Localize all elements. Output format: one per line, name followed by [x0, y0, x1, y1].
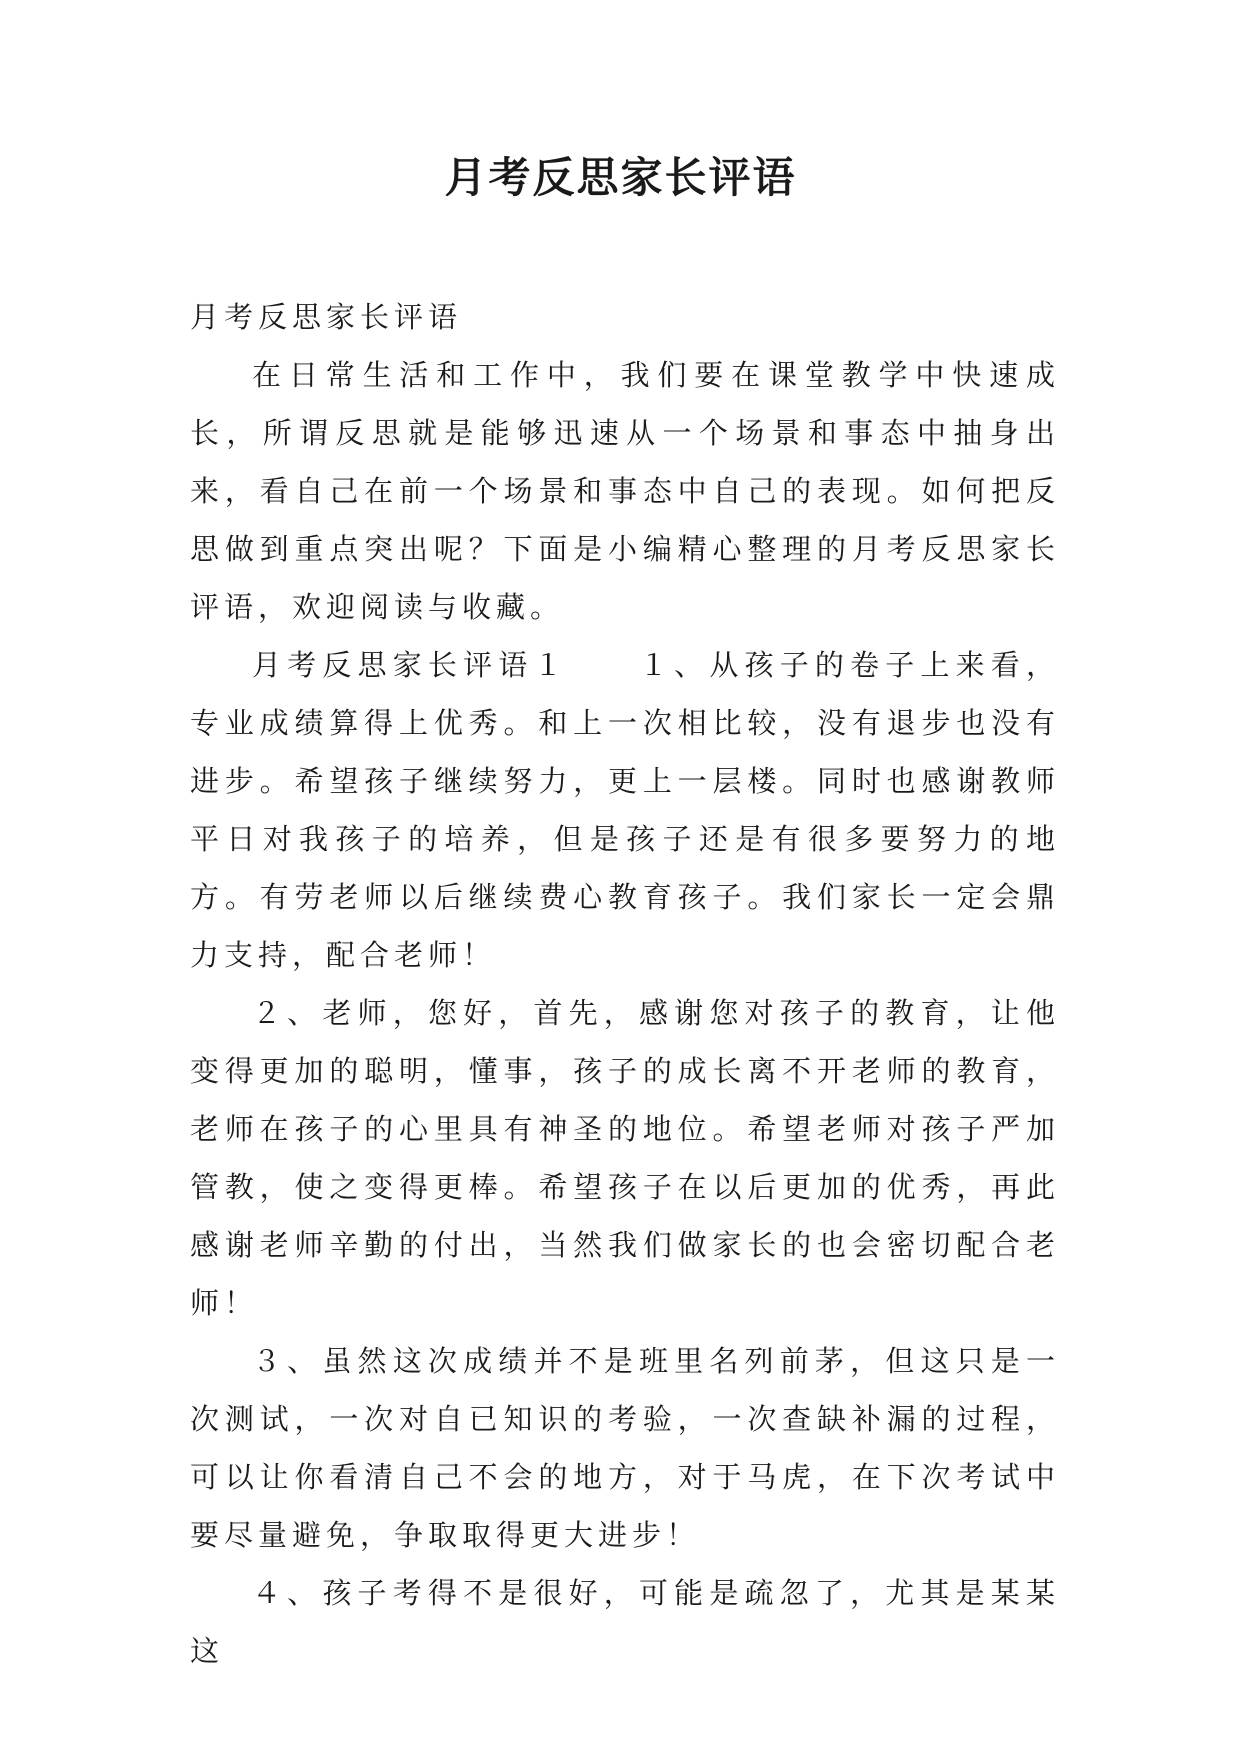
paragraph-intro: 在日常生活和工作中，我们要在课堂教学中快速成长，所谓反思就是能够迅速从一个场景和事态中抽身出来，看自己在前一个场景和事态中自己的表现。如何把反思做到重点突出呢？下面是小编精心整理的月考反思家长评语，欢迎阅读与收藏。 — [190, 358, 1060, 624]
document-title: 月考反思家长评语 — [444, 153, 797, 202]
paragraph-comment-3: ３、虽然这次成绩并不是班里名列前茅，但这只是一次测试，一次对自已知识的考验，一次查缺补漏的过程，可以让你看清自己不会的地方，对于马虎，在下次考试中要尽量避免，争取取得更大进步！ — [190, 1344, 1060, 1552]
paragraph-comment-1: 月考反思家长评语１ １、从孩子的卷子上来看，专业成绩算得上优秀。和上一次相比较，没有退步也没有进步。希望孩子继续努力，更上一层楼。同时也感谢教师平日对我孩子的培养，但是孩子还是有很多要努力的地方。有劳老师以后继续费心教育孩子。我们家长一定会鼎力支持，配合老师！ — [190, 648, 1060, 972]
paragraph-comment-2: ２、老师，您好，首先，感谢您对孩子的教育，让他变得更加的聪明，懂事，孩子的成长离不开老师的教育，老师在孩子的心里具有神圣的地位。希望老师对孩子严加管教，使之变得更棒。希望孩子在以后更加的优秀，再此感谢老师辛勤的付出，当然我们做家长的也会密切配合老师！ — [190, 996, 1060, 1320]
document-subtitle: 月考反思家长评语 — [190, 300, 463, 334]
document-body — [190, 288, 1060, 1680]
paragraph-comment-4: ４、孩子考得不是很好，可能是疏忽了，尤其是某某这 — [190, 1576, 1060, 1668]
